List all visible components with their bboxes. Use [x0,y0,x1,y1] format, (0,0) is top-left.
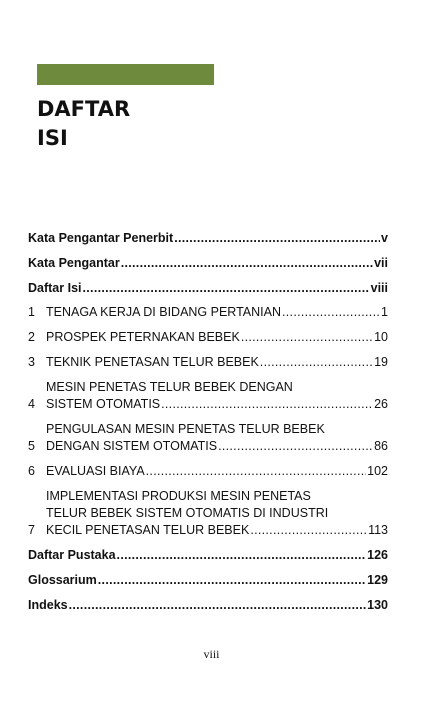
toc-leader-dots [83,280,370,297]
toc-entry-title: Kata Pengantar [28,256,120,270]
toc-leader-dots [161,396,373,413]
toc-entry-title: Glossarium [28,573,97,587]
toc-leader-dots [282,304,380,321]
toc-leader-dots [146,463,366,480]
toc-entry[interactable] [28,304,388,321]
toc-entry-page: 86 [374,439,388,453]
toc-entry[interactable] [28,488,388,539]
page-number-footer: viii [203,647,220,661]
toc-entry[interactable] [28,280,388,297]
toc-entry-number: 5 [28,439,35,453]
toc-entry-number: 6 [28,464,35,478]
toc-leader-dots [241,329,373,346]
toc-entry-number: 7 [28,523,35,537]
toc-entry-page: 126 [367,548,388,562]
toc-entry-title: MESIN PENETAS TELUR BEBEK DENGAN [46,380,293,394]
toc-entry-title: SISTEM OTOMATIS [46,397,161,411]
page-title [37,95,130,153]
toc-entry-page: 10 [374,330,388,344]
toc-entry-page: 130 [367,598,388,612]
toc-entry[interactable] [28,379,388,413]
toc-entry[interactable] [28,354,388,371]
toc-entry[interactable] [28,230,388,247]
toc-entry-title: Kata Pengantar Penerbit [28,231,174,245]
toc-entry-number: 3 [28,355,35,369]
toc-entry-title: PENGULASAN MESIN PENETAS TELUR BEBEK [46,422,325,436]
toc-entry-title: KECIL PENETASAN TELUR BEBEK [46,523,250,537]
toc-entry-title: Indeks [28,598,68,612]
toc-entry[interactable] [28,329,388,346]
toc-entry-title: Daftar Isi [28,281,82,295]
toc-entry[interactable] [28,597,388,614]
toc-entry-number: 2 [28,330,35,344]
toc-leader-dots [121,255,373,272]
toc-entry-page: v [381,231,388,245]
toc-entry-title: TENAGA KERJA DI BIDANG PERTANIAN [46,305,282,319]
toc-entry-page: 129 [367,573,388,587]
toc-leader-dots [250,522,367,539]
toc-entry-title: EVALUASI BIAYA [46,464,145,478]
toc-entry-title: PROSPEK PETERNAKAN BEBEK [46,330,240,344]
toc-entry-page: 102 [367,464,388,478]
toc-leader-dots [260,354,373,371]
table-of-contents [28,230,388,614]
toc-entry-title: DENGAN SISTEM OTOMATIS [46,439,218,453]
toc-entry[interactable] [28,421,388,455]
toc-entry[interactable] [28,547,388,564]
toc-entry-page: 26 [374,397,388,411]
toc-entry[interactable] [28,572,388,589]
toc-entry-title: Daftar Pustaka [28,548,116,562]
toc-entry-number: 4 [28,397,35,411]
page-title-line: ISI [37,126,68,150]
toc-entry-title: TELUR BEBEK SISTEM OTOMATIS DI INDUSTRI [46,506,329,520]
toc-leader-dots [218,438,373,455]
toc-entry-title: TEKNIK PENETASAN TELUR BEBEK [46,355,259,369]
toc-entry-number: 1 [28,305,35,319]
title-accent-bar [37,64,214,85]
toc-leader-dots [117,547,367,564]
toc-entry[interactable] [28,463,388,480]
toc-entry-page: 1 [381,305,388,319]
toc-entry-page: viii [370,281,388,295]
toc-entry-title: IMPLEMENTASI PRODUKSI MESIN PENETAS [46,489,311,503]
toc-entry[interactable] [28,255,388,272]
toc-entry-page: 19 [374,355,388,369]
toc-entry-page: 113 [368,523,388,537]
toc-entry-page: vii [374,256,388,270]
page-title-line: DAFTAR [37,97,131,121]
toc-leader-dots [98,572,366,589]
toc-leader-dots [174,230,380,247]
toc-leader-dots [69,597,367,614]
